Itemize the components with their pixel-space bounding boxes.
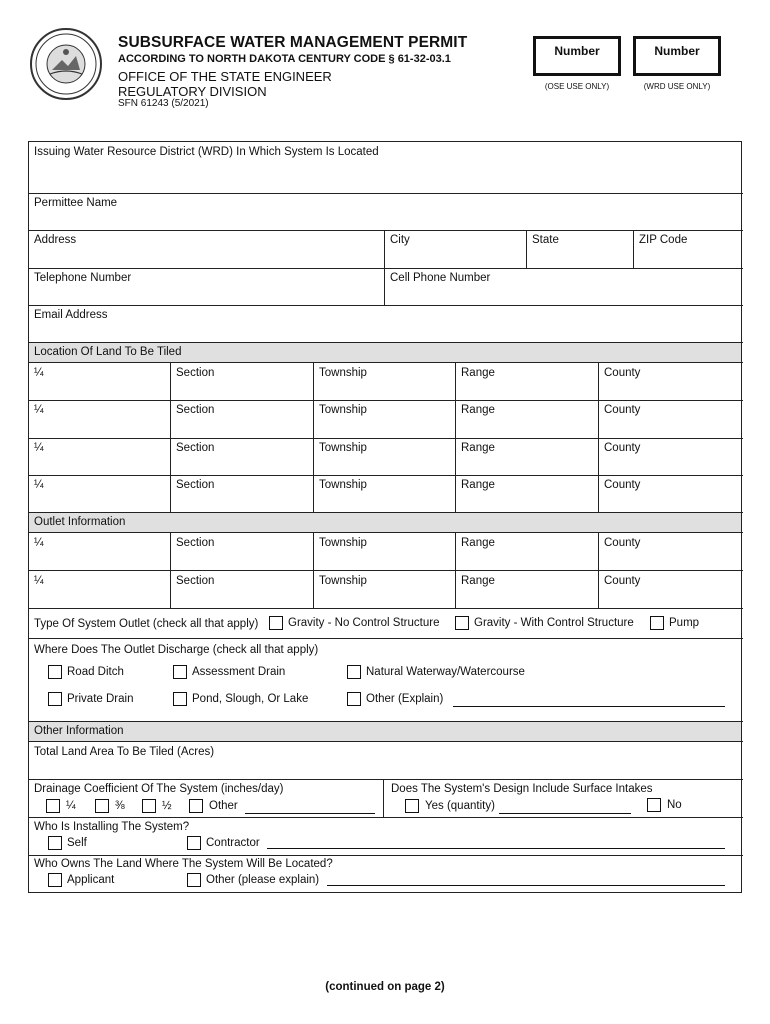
three-eighths-inch-label: ⅜ — [115, 800, 125, 812]
other-coefficient-line[interactable] — [245, 813, 375, 814]
gravity-with-control-label: Gravity - With Control Structure — [474, 617, 634, 629]
location-township-label: Township — [319, 404, 367, 416]
outlet-range-label: Range — [461, 537, 495, 549]
telephone-label: Telephone Number — [34, 272, 132, 284]
location-quarter-label: ¼ — [34, 404, 44, 416]
drainage-coefficient-label: Drainage Coefficient Of The System (inches/day) — [34, 783, 284, 795]
location-county-label: County — [604, 404, 641, 416]
natural-waterway-checkbox[interactable] — [347, 665, 361, 679]
road-ditch-checkbox[interactable] — [48, 665, 62, 679]
assessment-drain-label: Assessment Drain — [192, 666, 286, 678]
form-number: SFN 61243 (5/2021) — [118, 98, 209, 109]
location-section-label: Section — [176, 367, 215, 379]
other-coefficient-checkbox[interactable] — [189, 799, 203, 813]
contractor-name-line[interactable] — [267, 848, 725, 849]
installer-contractor-label: Contractor — [206, 837, 260, 849]
half-inch-label: ½ — [162, 800, 172, 812]
location-county-label: County — [604, 442, 641, 454]
land-area-label: Total Land Area To Be Tiled (Acres) — [34, 746, 215, 758]
pump-label: Pump — [669, 617, 700, 629]
private-drain-label: Private Drain — [67, 693, 134, 705]
installer-label: Who Is Installing The System? — [34, 821, 190, 833]
intakes-quantity-line[interactable] — [499, 813, 631, 814]
other-heading-band — [29, 722, 741, 741]
location-range-label: Range — [461, 367, 495, 379]
outlet-heading-band — [29, 513, 741, 532]
owner-other-label: Other (please explain) — [206, 874, 320, 886]
state-seal-logo — [30, 28, 102, 100]
quarter-inch-checkbox[interactable] — [46, 799, 60, 813]
other-explain-checkbox[interactable] — [347, 692, 361, 706]
location-county-label: County — [604, 479, 641, 491]
wrd-number-box[interactable] — [633, 36, 721, 76]
location-heading: Location Of Land To Be Tiled — [34, 346, 182, 358]
surface-intakes-label: Does The System's Design Include Surface Intakes — [391, 783, 653, 795]
pump-checkbox[interactable] — [650, 616, 664, 630]
private-drain-checkbox[interactable] — [48, 692, 62, 706]
road-ditch-label: Road Ditch — [67, 666, 124, 678]
address-label: Address — [34, 234, 77, 246]
city-label: City — [390, 234, 410, 246]
outlet-section-label: Section — [176, 537, 215, 549]
installer-self-label: Self — [67, 837, 87, 849]
location-range-label: Range — [461, 442, 495, 454]
other-coefficient-label: Other — [209, 800, 238, 812]
owner-applicant-checkbox[interactable] — [48, 873, 62, 887]
location-quarter-label: ¼ — [34, 479, 44, 491]
three-eighths-inch-checkbox[interactable] — [95, 799, 109, 813]
intakes-yes-label: Yes (quantity) — [425, 800, 495, 812]
outlet-quarter-label: ¼ — [34, 537, 44, 549]
owner-other-checkbox[interactable] — [187, 873, 201, 887]
location-township-label: Township — [319, 479, 367, 491]
location-county-label: County — [604, 367, 641, 379]
other-explain-line[interactable] — [453, 706, 725, 707]
gravity-with-control-checkbox[interactable] — [455, 616, 469, 630]
assessment-drain-checkbox[interactable] — [173, 665, 187, 679]
form-subtitle: ACCORDING TO NORTH DAKOTA CENTURY CODE § 61-32-03.1 — [118, 53, 451, 65]
continued-note: (continued on page 2) — [325, 981, 445, 993]
wrd-field-label: Issuing Water Resource District (WRD) In Which System Is Located — [34, 146, 379, 158]
cell-phone-label: Cell Phone Number — [390, 272, 491, 284]
zip-code-label: ZIP Code — [639, 234, 688, 246]
intakes-no-checkbox[interactable] — [647, 798, 661, 812]
location-section-label: Section — [176, 442, 215, 454]
other-info-heading: Other Information — [34, 725, 124, 737]
land-owner-label: Who Owns The Land Where The System Will Be Located? — [34, 858, 333, 870]
ose-use-only-note: (OSE USE ONLY) — [544, 82, 610, 91]
location-range-label: Range — [461, 479, 495, 491]
outlet-range-label: Range — [461, 575, 495, 587]
gravity-no-control-label: Gravity - No Control Structure — [288, 617, 440, 629]
seal-icon — [32, 30, 100, 98]
location-section-label: Section — [176, 479, 215, 491]
intakes-yes-checkbox[interactable] — [405, 799, 419, 813]
installer-self-checkbox[interactable] — [48, 836, 62, 850]
outlet-county-label: County — [604, 537, 641, 549]
email-label: Email Address — [34, 309, 108, 321]
gravity-no-control-checkbox[interactable] — [269, 616, 283, 630]
outlet-township-label: Township — [319, 575, 367, 587]
owner-other-line[interactable] — [327, 885, 725, 886]
location-quarter-label: ¼ — [34, 367, 44, 379]
location-township-label: Township — [319, 367, 367, 379]
pond-slough-lake-checkbox[interactable] — [173, 692, 187, 706]
state-label: State — [532, 234, 559, 246]
wrd-use-only-note: (WRD USE ONLY) — [643, 82, 711, 91]
location-section-label: Section — [176, 404, 215, 416]
outlet-county-label: County — [604, 575, 641, 587]
outlet-section-label: Section — [176, 575, 215, 587]
outlet-quarter-label: ¼ — [34, 575, 44, 587]
owner-applicant-label: Applicant — [67, 874, 115, 886]
office-line-2: REGULATORY DIVISION — [118, 84, 267, 99]
discharge-label: Where Does The Outlet Discharge (check all that apply) — [34, 644, 319, 656]
location-range-label: Range — [461, 404, 495, 416]
wrd-number-label: Number — [654, 44, 700, 58]
outlet-type-label: Type Of System Outlet (check all that apply) — [34, 618, 259, 630]
installer-contractor-checkbox[interactable] — [187, 836, 201, 850]
other-explain-label: Other (Explain) — [366, 693, 444, 705]
office-line-1: OFFICE OF THE STATE ENGINEER — [118, 69, 332, 84]
location-township-label: Township — [319, 442, 367, 454]
natural-waterway-label: Natural Waterway/Watercourse — [366, 666, 525, 678]
office-name — [118, 69, 332, 99]
form-title: SUBSURFACE WATER MANAGEMENT PERMIT — [118, 34, 468, 51]
pond-slough-lake-label: Pond, Slough, Or Lake — [192, 693, 309, 705]
quarter-inch-label: ¼ — [66, 800, 76, 812]
permit-form — [28, 141, 742, 893]
ose-number-box[interactable] — [533, 36, 621, 76]
location-quarter-label: ¼ — [34, 442, 44, 454]
ose-number-label: Number — [554, 44, 600, 58]
permittee-name-label: Permittee Name — [34, 197, 118, 209]
outlet-heading: Outlet Information — [34, 516, 126, 528]
half-inch-checkbox[interactable] — [142, 799, 156, 813]
intakes-no-label: No — [667, 799, 682, 811]
outlet-township-label: Township — [319, 537, 367, 549]
